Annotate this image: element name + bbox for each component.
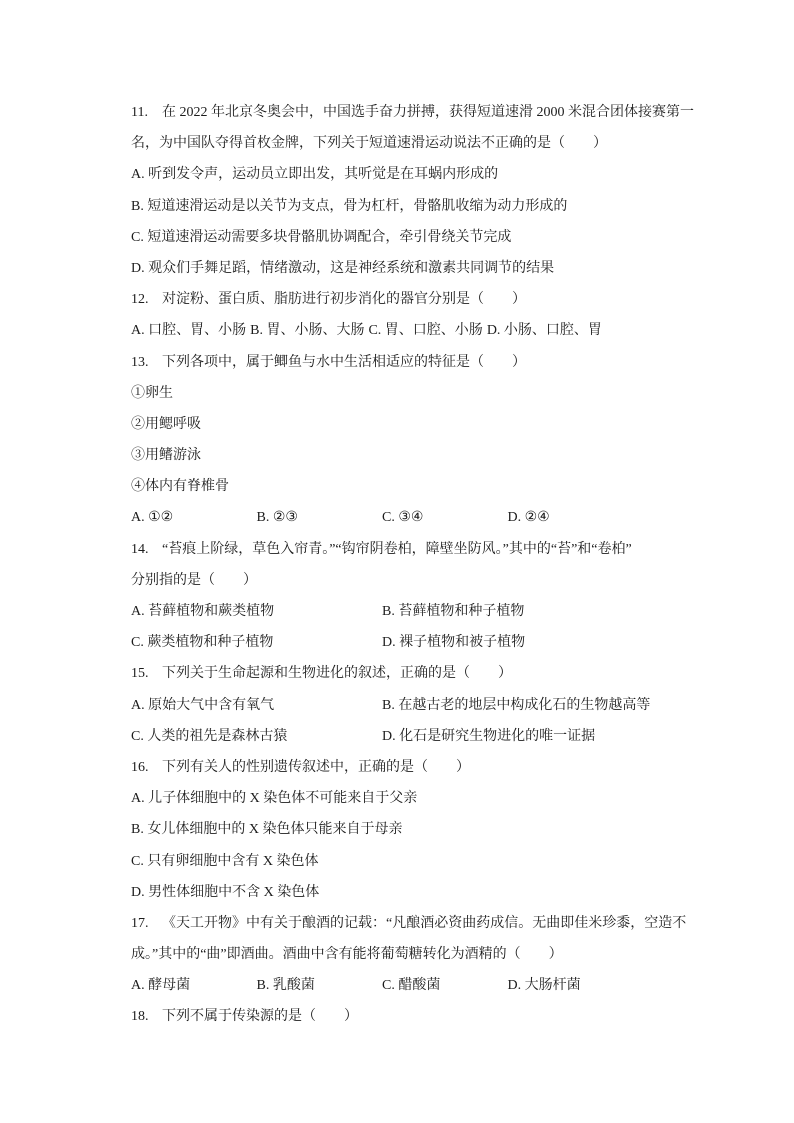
question-16-option-a: [131, 783, 731, 814]
question-11-option-a: [131, 159, 731, 190]
option-text: A. 儿子体细胞中的 X 染色体不可能来自于父亲: [131, 791, 418, 807]
option-a: A. ①②: [131, 510, 174, 526]
option-d: D. 大肠杆菌: [507, 978, 581, 994]
question-text: 下列关于生命起源和生物进化的叙述，正确的是（ ）: [162, 666, 512, 682]
option-c: C. 醋酸菌: [382, 978, 441, 994]
option-c: C. ③④: [382, 510, 424, 526]
question-11-option-c: [131, 222, 731, 253]
question-11-option-d: [131, 253, 731, 284]
statement-text: ④体内有脊椎骨: [131, 479, 229, 495]
question-number: 12.: [131, 292, 149, 308]
option-b: B. 胃、小肠、大肠: [250, 323, 365, 339]
option-b: B. 在越古老的地层中构成化石的生物越高等: [382, 697, 651, 713]
question-number: 16.: [131, 759, 149, 775]
option-d: D. 裸子植物和被子植物: [382, 635, 526, 651]
question-13-stem: [131, 347, 731, 378]
question-11-stem-continued: [131, 128, 731, 159]
statement-text: ①卵生: [131, 385, 173, 401]
question-number: 18.: [131, 1009, 149, 1025]
question-17-stem-continued: [131, 939, 731, 970]
question-16-option-c: [131, 846, 731, 877]
option-b: B. 乳酸菌: [256, 978, 315, 994]
question-17-stem: [131, 908, 731, 939]
option-a: A. 原始大气中含有氧气: [131, 697, 275, 713]
question-13-options: [131, 502, 731, 533]
question-15-options-row-1: [131, 690, 731, 721]
question-16-option-d: [131, 877, 731, 908]
question-number: 17.: [131, 915, 149, 931]
question-list: [131, 97, 731, 1033]
question-12-options: [131, 315, 731, 346]
option-text: D. 观众们手舞足蹈，情绪激动，这是神经系统和激素共同调节的结果: [131, 260, 555, 276]
option-text: B. 女儿体细胞中的 X 染色体只能来自于母亲: [131, 822, 403, 838]
question-number: 11.: [131, 105, 148, 120]
question-text: 《天工开物》中有关于酿酒的记载：“凡酿酒必资曲药成信。无曲即佳米珍黍，空造不: [162, 915, 687, 931]
option-text: C. 只有卵细胞中含有 X 染色体: [131, 853, 319, 869]
option-a: A. 酵母菌: [131, 978, 191, 994]
question-16-option-b: [131, 814, 731, 845]
option-text: A. 听到发令声，运动员立即出发，其听觉是在耳蜗内形成的: [131, 167, 499, 183]
question-text: 下列有关人的性别遗传叙述中，正确的是（ ）: [162, 759, 470, 775]
option-a: A. 口腔、胃、小肠: [131, 323, 247, 339]
option-text: D. 男性体细胞中不含 X 染色体: [131, 884, 320, 900]
question-number: 13.: [131, 354, 149, 370]
question-14-options-row-2: [131, 627, 731, 658]
question-number: 14.: [131, 541, 149, 557]
option-d: D. ②④: [507, 510, 550, 526]
statement-text: ③用鳍游泳: [131, 448, 201, 464]
question-13-item-3: [131, 440, 731, 471]
option-d: D. 化石是研究生物进化的唯一证据: [382, 728, 596, 744]
question-text: 下列不属于传染源的是（ ）: [162, 1009, 358, 1025]
question-text: 分别指的是（ ）: [131, 572, 257, 588]
option-b: B. 苔藓植物和种子植物: [382, 604, 525, 619]
question-17-options: [131, 970, 731, 1001]
option-c: C. 人类的祖先是森林古猿: [131, 728, 288, 744]
question-12-stem: [131, 284, 731, 315]
question-13-item-2: [131, 409, 731, 440]
statement-text: ②用鳃呼吸: [131, 416, 201, 432]
question-text: 成。”其中的“曲”即酒曲。酒曲中含有能将葡萄糖转化为酒精的（ ）: [131, 947, 563, 963]
question-16-stem: [131, 752, 731, 783]
option-b: B. ②③: [256, 510, 298, 526]
question-13-item-4: [131, 471, 731, 502]
option-d: D. 小肠、口腔、胃: [486, 323, 602, 339]
option-c: C. 蕨类植物和种子植物: [131, 635, 274, 651]
question-14-options-row-1: [131, 596, 731, 627]
question-11-option-b: [131, 191, 731, 222]
question-13-item-1: [131, 378, 731, 409]
question-text: 下列各项中，属于鲫鱼与水中生活相适应的特征是（ ）: [162, 354, 526, 370]
question-14-stem-continued: [131, 565, 731, 596]
question-number: 15.: [131, 666, 149, 682]
question-15-options-row-2: [131, 721, 731, 752]
question-text: “苔痕上阶绿，草色入帘青。”“钩帘阴卷柏，障壁坐防风。”其中的“苔”和“卷柏”: [162, 541, 632, 557]
option-a: A. 苔藓植物和蕨类植物: [131, 604, 275, 619]
option-text: C. 短道速滑运动需要多块骨骼肌协调配合，牵引骨绕关节完成: [131, 229, 512, 245]
question-text: 名，为中国队夺得首枚金牌，下列关于短道速滑运动说法不正确的是（ ）: [131, 136, 607, 152]
question-14-stem: [131, 534, 731, 565]
question-15-stem: [131, 658, 731, 689]
question-18-stem: [131, 1001, 731, 1032]
question-11-stem: [131, 97, 731, 128]
question-text: 对淀粉、蛋白质、脂肪进行初步消化的器官分别是（ ）: [162, 292, 526, 308]
option-c: C. 胃、口腔、小肠: [368, 323, 483, 339]
question-text: 在 2022 年北京冬奥会中，中国选手奋力拼搏，获得短道速滑 2000 米混合团体接赛第一: [162, 105, 694, 120]
option-text: B. 短道速滑运动是以关节为支点，骨为杠杆，骨骼肌收缩为动力形成的: [131, 198, 568, 214]
